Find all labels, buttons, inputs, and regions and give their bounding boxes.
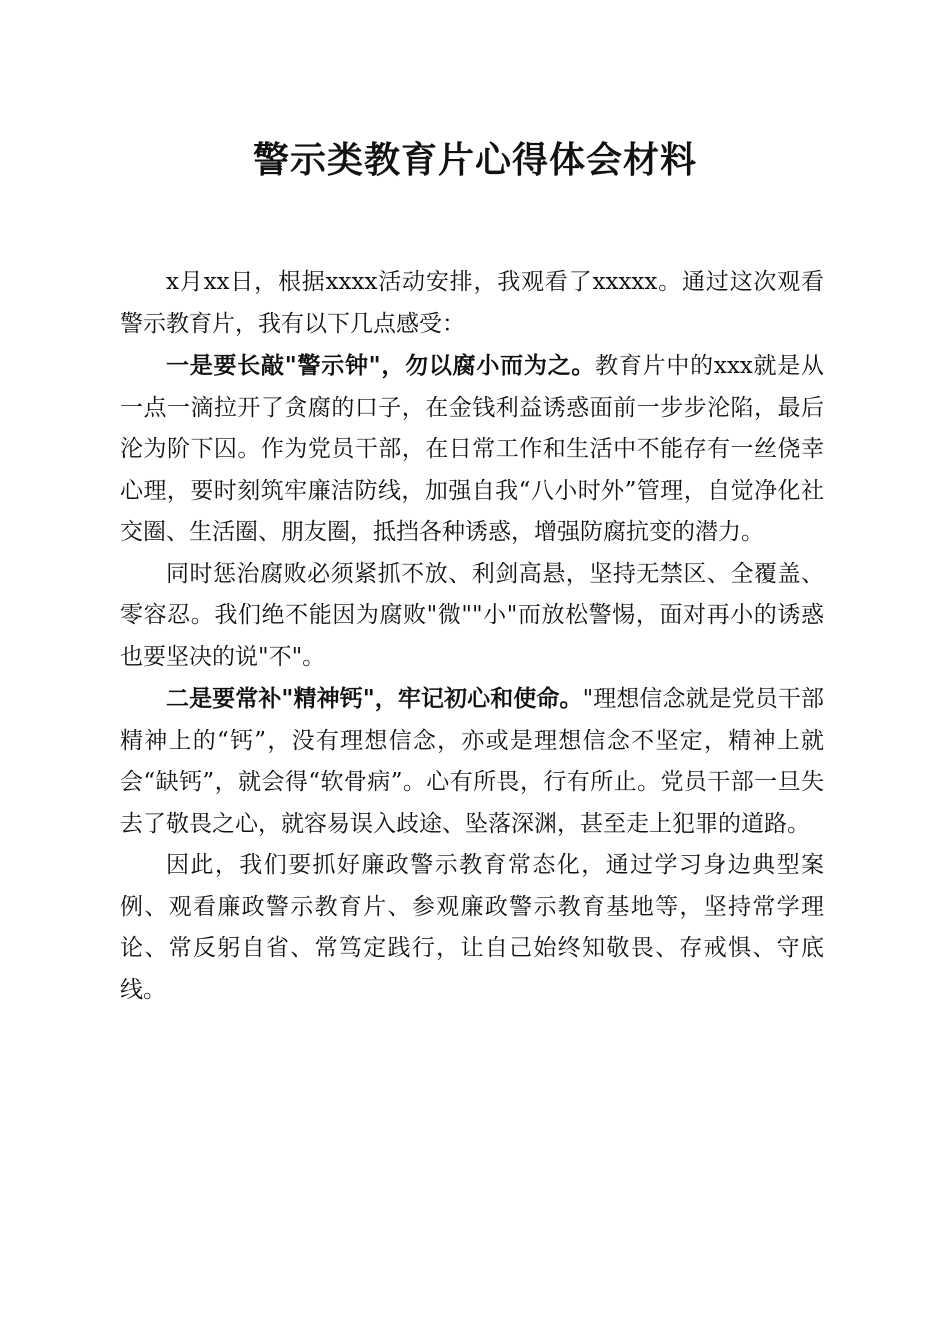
paragraph-text: x月xx日，根据xxxx活动安排，我观看了xxxxx。通过这次观看警示教育片，我有以下几点感受： xyxy=(120,269,824,337)
paragraph-lead-heading: 一是要长敲"警示钟"，勿以腐小而为之。 xyxy=(166,352,596,379)
paragraph-text: 同时惩治腐败必须紧抓不放、利剑高悬，坚持无禁区、全覆盖、零容忍。我们绝不能因为腐败"微""小"而放松警惕，面对再小的诱惑也要坚决的说"不"。 xyxy=(120,560,824,670)
paragraph-text: "理想信念就是党员干部精神上的“钙”，没有理想信念，亦或是理想信念不坚定，精神上就会“缺钙”，就会得“软骨病”。心有所畏，行有所止。党员干部一旦失去了敬畏之心，就容易误入歧途、坠落深渊，甚至走上犯罪的道路。 xyxy=(120,686,824,837)
paragraph-intro xyxy=(120,262,824,345)
paragraph-text: 因此，我们要抓好廉政警示教育常态化，通过学习身边典型案例、观看廉政警示教育片、参观廉政警示教育基地等，坚持常学理论、常反躬自省、常笃定践行，让自己始终知敬畏、存戒惧、守底线。 xyxy=(120,852,824,1003)
paragraph-zero-tolerance xyxy=(120,554,824,679)
paragraph-point-one xyxy=(120,345,824,554)
paragraph-text: 教育片中的xxx就是从一点一滴拉开了贪腐的口子，在金钱利益诱惑面前一步步沦陷，最后沦为阶下囚。作为党员干部，在日常工作和生活中不能存有一丝侥幸心理，要时刻筑牢廉洁防线，加强自我“八小时外”管理，自觉净化社交圈、生活圈、朋友圈，抵挡各种诱惑，增强防腐抗变的潜力。 xyxy=(120,353,824,545)
paragraph-conclusion xyxy=(120,845,824,1011)
document-title: 警示类教育片心得体会材料 xyxy=(252,139,697,181)
paragraph-point-two xyxy=(120,678,824,845)
paragraph-lead-heading: 二是要常补"精神钙"，牢记初心和使命。 xyxy=(166,685,583,712)
document-body xyxy=(120,262,824,1011)
